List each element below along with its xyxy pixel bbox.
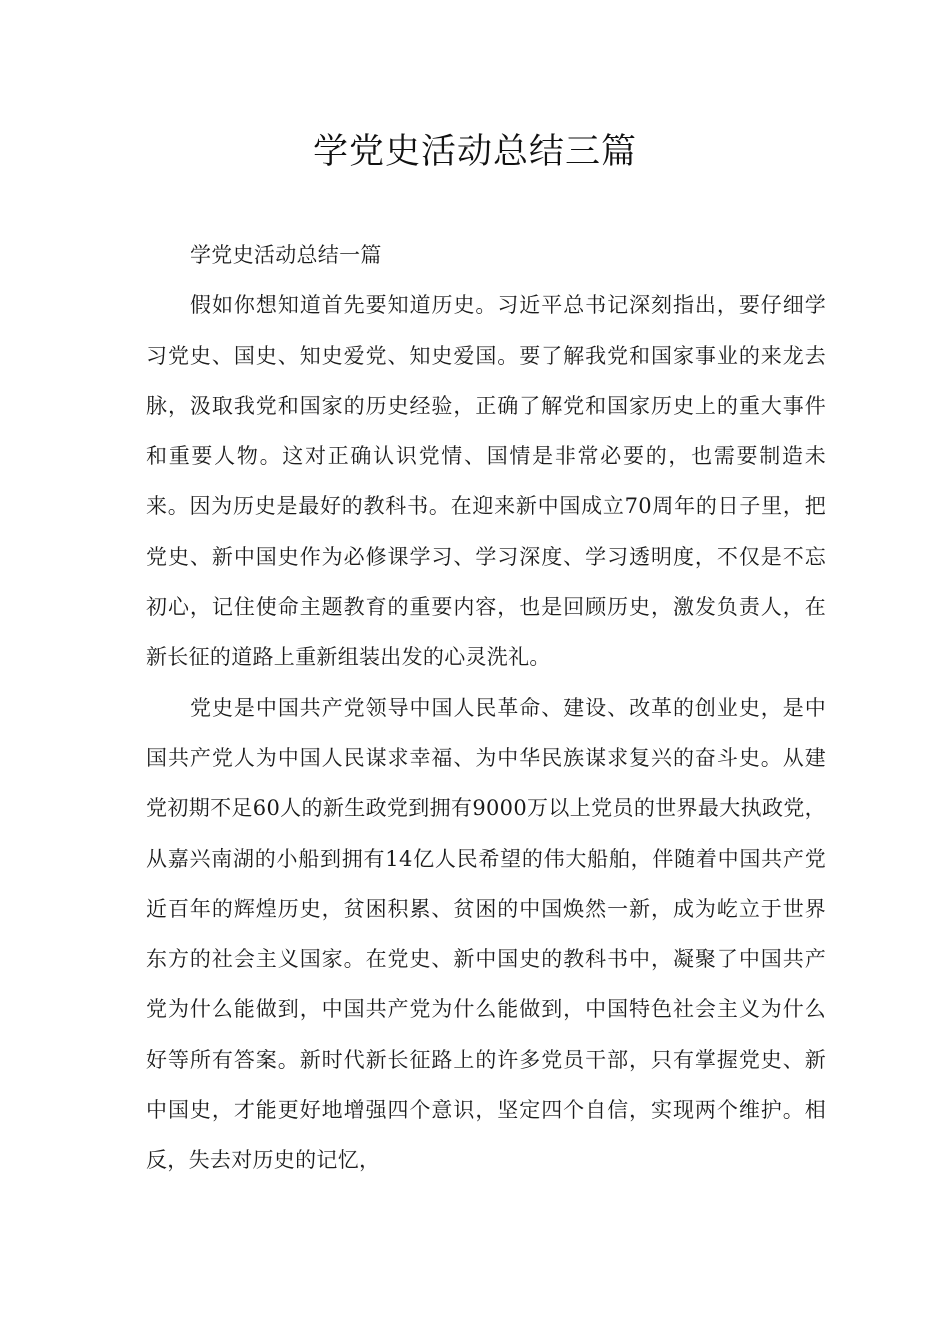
document-title: 学党史活动总结三篇: [312, 132, 637, 172]
paragraph-1: 假如你想知道首先要知道历史。习近平总书记深刻指出，要仔细学习党史、国史、知史爱党、知史爱国。要了解我党和国家事业的来龙去脉，汲取我党和国家的历史经验，正确了解党和国家历史上的重大事件和重要人物。这对正确认识党情、国情是非常必要的，也需要制造未来。因为历史是最好的教科书。在迎来新中国成立70周年的日子里，把党史、新中国史作为必修课学习、学习深度、学习透明度，不仅是不忘初心，记住使命主题教育的重要内容，也是回顾历史，激发负责人，在新长征的道路上重新组装出发的心灵洗礼。: [146, 293, 826, 670]
section-heading: 学党史活动总结一篇: [190, 243, 382, 267]
document-body: [146, 230, 826, 1186]
paragraph-2: 党史是中国共产党领导中国人民革命、建设、改革的创业史，是中国共产党人为中国人民谋求幸福、为中华民族谋求复兴的奋斗史。从建党初期不足60人的新生政党到拥有9000万以上党员的世界最大执政党，从嘉兴南湖的小船到拥有14亿人民希望的伟大船舶，伴随着中国共产党近百年的辉煌历史，贫困积累、贫困的中国焕然一新，成为屹立于世界东方的社会主义国家。在党史、新中国史的教科书中，凝聚了中国共产党为什么能做到，中国共产党为什么能做到，中国特色社会主义为什么好等所有答案。新时代新长征路上的许多党员干部，只有掌握党史、新中国史，才能更好地增强四个意识，坚定四个自信，实现两个维护。相反，失去对历史的记忆，: [146, 695, 826, 1173]
